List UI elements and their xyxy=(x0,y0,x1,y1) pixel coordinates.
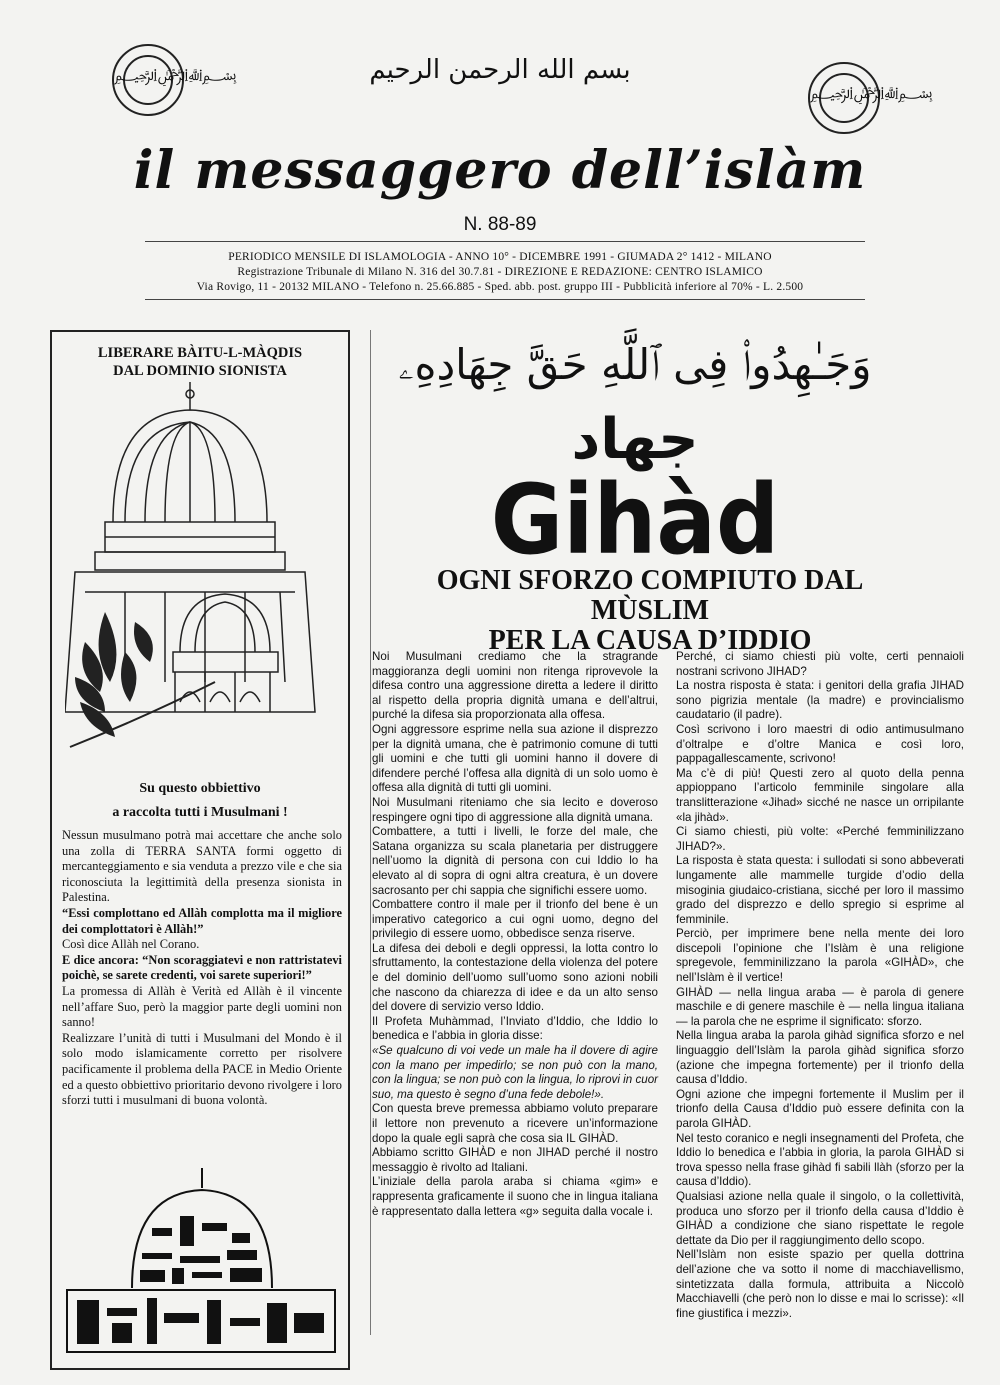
article-subtitle xyxy=(375,566,925,656)
paragraph: Perciò, per imprimere bene nella mente dei loro discepoli l’opinione che l’Islàm è una religione spregevole, femminilizzano la parola «GIHÀD», che nell’Islàm è il vertice! xyxy=(676,927,964,985)
paragraph: Con questa breve premessa abbiamo voluto preparare il lettore non prevenuto a ricevere un’informazione dopo la quale egli saprà che cosa sia IL GIHÀD. xyxy=(372,1102,658,1145)
sidebar-caption-line-2: a raccolta tutti i Musulmani ! xyxy=(112,805,288,820)
paragraph: GIHÀD — nella lingua araba — è parola di genere maschile e di genere maschile è — nella lingua italiana — la parola che ne esprime il significato: sforzo. xyxy=(676,985,964,1028)
sidebar-title xyxy=(52,344,348,380)
sidebar-caption-line-1: Su questo obbiettivo xyxy=(139,781,261,796)
paragraph: La risposta è stata questa: i sullodati si sono abbeverati lungamente alle mammelle turgide d’odio della misoginia giudaico-cristiana, sicché per loro il massimo grado del disprezzo e dello spregio si esprime al femminile. xyxy=(676,854,964,926)
arabic-jihad-word: جهاد xyxy=(571,407,699,472)
newspaper-title: il messaggero dell’islàm xyxy=(133,140,867,201)
sidebar-title-line-2: DAL DOMINIO SIONISTA xyxy=(113,363,287,379)
issue-number: N. 88-89 xyxy=(463,214,537,235)
column-divider-vertical xyxy=(370,330,371,1335)
calligraphic-dome-illustration xyxy=(62,1168,340,1358)
headline: Gihàd xyxy=(490,464,780,576)
paragraph: Nel testo coranico e negli insegnamenti del Profeta, che Iddio lo benedica e l’abbia in gloria, la parola GIHÀD si trova spesso nella frase gihàd fi sabili llàh (sforzo per la causa d’Iddio). xyxy=(676,1131,964,1189)
subtitle-line-2: PER LA CAUSA D’IDDIO xyxy=(488,625,812,656)
dome-of-the-rock-illustration xyxy=(65,382,335,767)
paragraph: Combattere, a tutti i livelli, le forze del male, che Satana organizza su scala planetaria per distruggere nell’uomo la dignità di persona con cui Iddio lo ha elevato al di sopra di ogni altra creatura, è un dovere sacrosanto per chi sappia che significhi essere uomo. xyxy=(372,825,658,897)
sidebar-caption xyxy=(52,777,348,825)
paragraph: Ogni aggressore esprime nella sua azione il disprezzo per la dignità umana, che è patrimonio comune di tutti gli uomini e che tutti gli uomini hanno il dovere di difendere perché l’offesa alla dignità di un solo uomo è offesa alla dignità di tutti gli uomini. xyxy=(372,722,658,795)
paragraph: Nella lingua araba la parola gihàd significa sforzo e nel linguaggio dell’Islàm la parola gihàd significa sforzo (azione che impegna fortemente) per il trionfo della causa d’Iddio. xyxy=(676,1029,964,1087)
info-line-1: PERIODICO MENSILE DI ISLAMOLOGIA - ANNO 10° - DICEMBRE 1991 - GIUMADA 2° 1412 - MILANO xyxy=(228,251,772,263)
article-column-1 xyxy=(372,650,658,1219)
paragraph: La nostra risposta è stata: i genitori della grafia JIHAD sono pigrizia mentale (la madre) e provincialismo caudatario (il padre). xyxy=(676,679,964,722)
paragraph: Nell’Islàm non esiste spazio per quella dottrina dell’azione che va sotto il nome di macchiavellismo, sintetizzata dalla formula, attribuita a Niccolò Macchiavelli (che però non lo disse e mai lo scrisse): «Il fine giustifica i mezzi». xyxy=(676,1248,964,1320)
header-rule-bottom xyxy=(145,299,865,300)
paragraph: Qualsiasi azione nella quale il singolo, o la collettività, produca uno sforzo per il trionfo della causa d’Iddio è GIHÀD a condizione che siano rispettate le regole dettate da Dio per il raggiungimento dello scopo. xyxy=(676,1189,964,1247)
seal-logo-right: ﷽ xyxy=(808,62,880,134)
paragraph: Noi Musulmani riteniamo che sia lecito e doveroso respingere ogni tipo di aggressione alla dignità umana. xyxy=(372,795,658,824)
sidebar-quote: E dice ancora: “Non scoraggiatevi e non rattristatevi poichè, se sarete credenti, voi sarete superiori!” xyxy=(62,952,342,983)
paragraph: La difesa dei deboli e degli oppressi, la lotta contro lo sfruttamento, la contestazione della violenza del potere e del dominio dell’uomo sull’uomo sono azioni nobili che nascono da chiarezza di idee e da un alto senso del dovere di servizio verso Iddio. xyxy=(372,941,658,1014)
paragraph: Ci siamo chiesti, più volte: «Perché femminilizzano JIHAD?». xyxy=(676,825,964,853)
paragraph: Noi Musulmani crediamo che la stragrande maggioranza degli uomini non ritenga riprovevole la difesa contro una aggressione diretta a ledere il diritto al rispetto della propria dignità umana e dell’altrui, purché la difesa sia proporzionata alla offesa. xyxy=(372,650,658,722)
article-column-2 xyxy=(676,650,964,1321)
subtitle-line-1: OGNI SFORZO COMPIUTO DAL MÙSLIM xyxy=(436,565,864,626)
header-rule-top xyxy=(145,241,865,242)
sidebar-paragraph: La promessa di Allàh è Verità ed Allàh è il vincente nell’affare Suo, però la maggior parte degli uomini non sanno! xyxy=(62,983,342,1030)
paragraph: Perché, ci siamo chiesti più volte, certi pennaioli nostrani scrivono JIHAD? xyxy=(676,650,964,678)
sidebar-paragraph: Nessun musulmano potrà mai accettare che anche solo una zolla di TERRA SANTA formi oggetto di mercanteggiamento e sia venduta a prezzo vile e che sia riconosciuta la legittimità della presenza sionista in Palestina. xyxy=(62,828,342,905)
sidebar-title-line-1: LIBERARE BÀITU-L-MÀQDIS xyxy=(97,345,303,361)
paragraph: Ogni azione che impegni fortemente il Muslim per il trionfo della Causa d’Iddio può essere definita con la parola GIHÀD. xyxy=(676,1087,964,1130)
paragraph: Combattere contro il male per il trionfo del bene è un imperativo categorico a cui ogni uomo, degno del privilegio di essere uomo, obbedisce senza riserve. xyxy=(372,898,658,941)
info-line-3: Via Rovigo, 11 - 20132 MILANO - Telefono n. 25.66.885 - Sped. abb. post. gruppo III - Pubblicità inferiore al 70% - L. 2.500 xyxy=(196,281,804,293)
sidebar-paragraph: Così dice Allàh nel Corano. xyxy=(62,937,200,952)
paragraph: Abbiamo scritto GIHÀD e non JIHAD perché il nostro messaggio è rivolto ad Italiani. xyxy=(372,1146,658,1174)
basmala: بسم الله الرحمن الرحيم xyxy=(369,55,631,85)
quran-verse: وَجَـٰهِدُوا۟ فِى ٱللَّهِ حَقَّ جِهَادِهِۦ xyxy=(398,340,872,389)
seal-logo-left: ﷽ xyxy=(112,44,184,116)
sidebar-paragraph: Realizzare l’unità di tutti i Musulmani del Mondo è il solo modo islamicamente corretto per risolvere pacificamente il problema della PACE in Medio Oriente ed a questo obbiettivo prioritario devono rivolgere i loro sforzi tutti i musulmani di buona volontà. xyxy=(62,1030,342,1108)
info-line-2: Registrazione Tribunale di Milano N. 316 del 30.7.81 - DIREZIONE E REDAZIONE: CENTRO ISLAMICO xyxy=(237,266,763,278)
paragraph: L’iniziale della parola araba si chiama «gim» e rappresenta graficamente il suono che in lingua italiana è rappresentato dalla lettera «g» seguita dalla vocale i. xyxy=(372,1175,658,1218)
sidebar-quote: “Essi complottano ed Allàh complotta ma il migliore dei complottatori è Allàh!” xyxy=(62,905,342,936)
hadith-quote: «Se qualcuno di voi vede un male ha il dovere di agire con la mano per impedirlo; se non può con la mano, con la lingua; se non può con la lingua, lo riprovi in cuor suo, ma questo è segno d’una fede debole!». xyxy=(372,1044,658,1101)
sidebar-text xyxy=(62,828,342,1109)
paragraph: Così scrivono i loro maestri di odio antimusulmano d’oltralpe e d’oltre Manica e così loro, pappagallescamente, scrivono! xyxy=(676,722,964,766)
paragraph: Ma c’è di più! Questi zero al quoto della penna appioppano l’articolo femminile singolare alla translitterazione «Jihad» sicché ne nasce un orripilante «la jihàd». xyxy=(676,766,964,824)
paragraph: Il Profeta Muhàmmad, l’Inviato d’Iddio, che Iddio lo benedica e l’abbia in gloria disse: xyxy=(372,1014,658,1043)
